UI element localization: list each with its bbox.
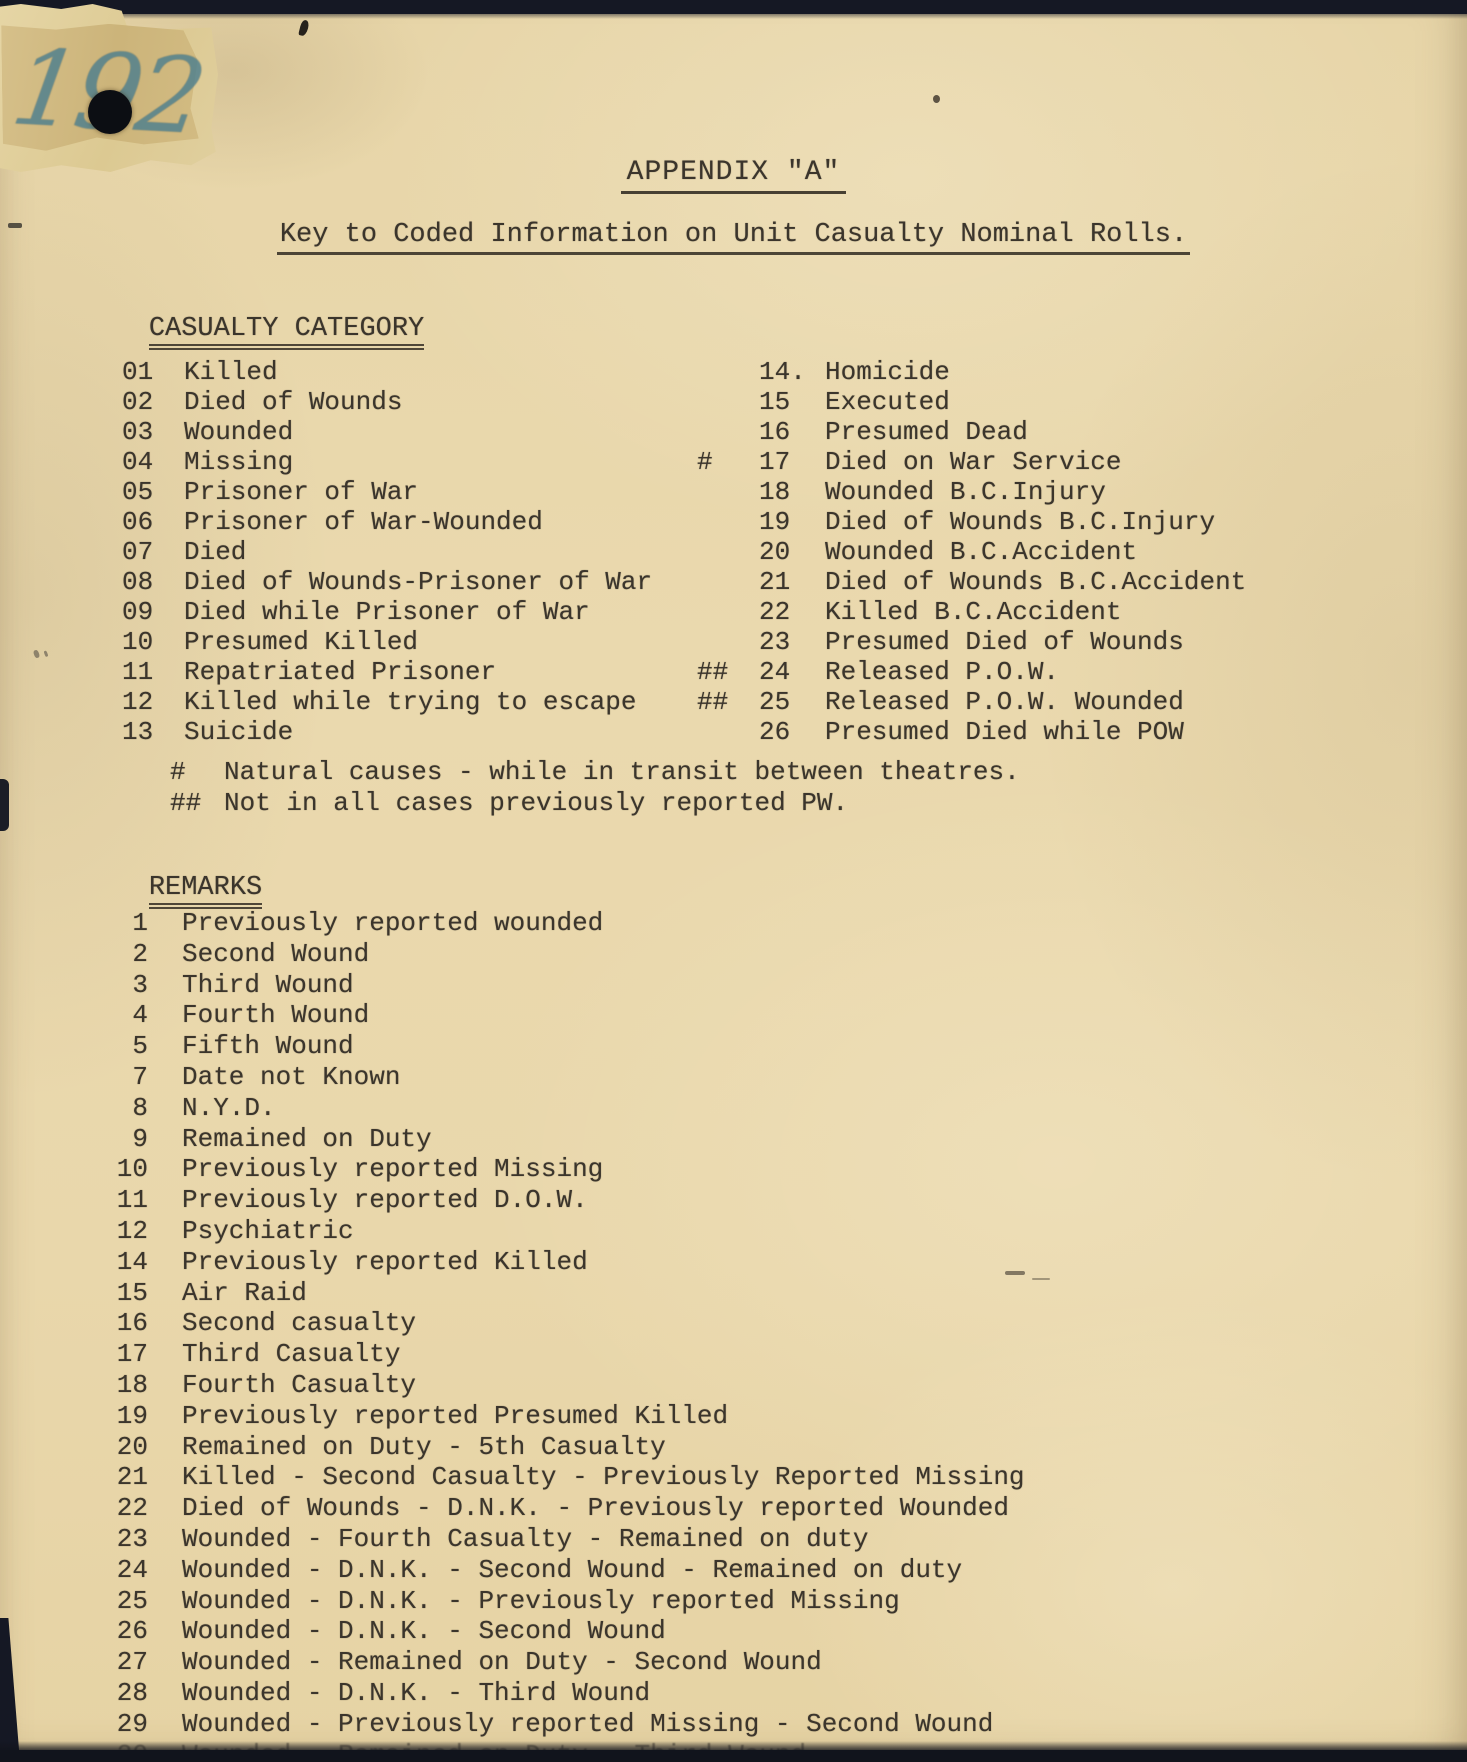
list-item xyxy=(0,1000,1467,1031)
list-item xyxy=(0,1370,1467,1401)
remark-code: 17 xyxy=(116,1339,148,1370)
remark-text: Fifth Wound xyxy=(182,1031,354,1062)
casualty-code: 26 xyxy=(759,717,791,747)
remark-text: Previously reported Missing xyxy=(182,1154,604,1185)
footnote-marker xyxy=(697,717,759,747)
remark-text: Previously reported Presumed Killed xyxy=(182,1400,729,1431)
list-item xyxy=(0,1555,1467,1586)
remark-code: 25 xyxy=(116,1585,148,1616)
remark-text: Third Wound xyxy=(182,969,354,1000)
remark-text: Killed - Second Casualty - Previously Reported Missing xyxy=(182,1462,1025,1493)
remark-code: 19 xyxy=(116,1400,148,1431)
casualty-code: 13 xyxy=(122,717,154,747)
casualty-label: Died on War Service xyxy=(825,447,1122,477)
scan-edge-left-mark xyxy=(0,779,9,831)
document-header xyxy=(0,157,1467,194)
footnotes xyxy=(0,757,1467,819)
remark-text: Remained on Duty - 5th Casualty xyxy=(182,1431,666,1462)
list-item xyxy=(0,970,1467,1001)
table-row xyxy=(0,387,1467,417)
remark-code: 20 xyxy=(116,1431,148,1462)
footnote-marker xyxy=(697,537,759,567)
casualty-label: Prisoner of War-Wounded xyxy=(184,507,543,537)
remark-code: 29 xyxy=(116,1708,148,1739)
footnote xyxy=(0,788,1467,819)
ink-speck xyxy=(1005,1271,1025,1275)
table-row xyxy=(0,687,1467,717)
remark-code: 9 xyxy=(132,1123,148,1154)
footnote-marker xyxy=(697,507,759,537)
casualty-label: Released P.O.W. Wounded xyxy=(825,687,1184,717)
footnote-marker xyxy=(697,477,759,507)
list-item xyxy=(0,1524,1467,1555)
remark-code: 24 xyxy=(116,1554,148,1585)
punch-hole xyxy=(88,90,132,134)
list-item xyxy=(0,1062,1467,1093)
remark-text: Third Casualty xyxy=(182,1339,401,1370)
casualty-label: Wounded B.C.Injury xyxy=(825,477,1106,507)
remark-text: Died of Wounds - D.N.K. - Previously reported Wounded xyxy=(182,1493,1009,1524)
list-item xyxy=(0,1247,1467,1278)
casualty-code: 21 xyxy=(759,567,791,597)
page-subtitle: Key to Coded Information on Unit Casualty Nominal Rolls. xyxy=(277,220,1190,255)
footnote-marker xyxy=(697,357,759,387)
remark-code: 23 xyxy=(116,1523,148,1554)
list-item xyxy=(0,1339,1467,1370)
list-item xyxy=(0,1124,1467,1155)
footnote-marker: ## xyxy=(697,687,729,717)
casualty-code: 06 xyxy=(122,507,154,537)
casualty-label: Released P.O.W. xyxy=(825,657,1060,687)
table-row xyxy=(0,477,1467,507)
remarks-list xyxy=(0,908,1467,1762)
list-item xyxy=(0,1493,1467,1524)
remark-code: 21 xyxy=(116,1462,148,1493)
remark-code: 16 xyxy=(116,1308,148,1339)
casualty-label: Repatriated Prisoner xyxy=(184,657,497,687)
remark-code: 15 xyxy=(116,1277,148,1308)
remark-code: 4 xyxy=(132,1000,148,1031)
page-title: APPENDIX "A" xyxy=(621,157,847,194)
casualty-label: Homicide xyxy=(825,357,950,387)
remark-code: 27 xyxy=(116,1647,148,1678)
casualty-label: Died while Prisoner of War xyxy=(184,597,590,627)
casualty-code: 08 xyxy=(122,567,154,597)
casualty-label: Died of Wounds B.C.Injury xyxy=(825,507,1216,537)
casualty-code: 04 xyxy=(122,447,154,477)
remark-code: 22 xyxy=(116,1493,148,1524)
footnote-marker xyxy=(697,567,759,597)
remark-text: N.Y.D. xyxy=(182,1092,276,1123)
casualty-code: 09 xyxy=(122,597,154,627)
list-item xyxy=(0,1709,1467,1740)
casualty-code: 01 xyxy=(122,357,154,387)
casualty-label: Died of Wounds B.C.Accident xyxy=(825,567,1247,597)
casualty-label: Wounded B.C.Accident xyxy=(825,537,1138,567)
scan-edge-top xyxy=(0,0,1467,14)
remark-text: Previously reported D.O.W. xyxy=(182,1185,588,1216)
remark-text: Wounded - D.N.K. - Previously reported Missing xyxy=(182,1585,900,1616)
list-item xyxy=(0,1678,1467,1709)
casualty-code: 25 xyxy=(759,687,791,717)
remark-code: 14 xyxy=(116,1246,148,1277)
casualty-code: 07 xyxy=(122,537,154,567)
table-row xyxy=(0,507,1467,537)
table-row xyxy=(0,627,1467,657)
list-item xyxy=(0,1586,1467,1617)
casualty-label: Presumed Dead xyxy=(825,417,1028,447)
scan-edge-bottom xyxy=(0,1750,1467,1762)
table-row xyxy=(0,447,1467,477)
remark-text: Date not Known xyxy=(182,1061,401,1092)
list-item xyxy=(0,1216,1467,1247)
casualty-label: Killed while trying to escape xyxy=(184,687,637,717)
casualty-label: Presumed Killed xyxy=(184,627,419,657)
remark-text: Previously reported wounded xyxy=(182,908,604,938)
table-row xyxy=(0,417,1467,447)
casualty-label: Suicide xyxy=(184,717,294,747)
footnote-marker xyxy=(697,417,759,447)
remark-code: 3 xyxy=(132,969,148,1000)
casualty-label: Wounded xyxy=(184,417,294,447)
casualty-label: Missing xyxy=(184,447,294,477)
casualty-code: 18 xyxy=(759,477,791,507)
scan-edge-top-shadow xyxy=(0,14,1467,19)
casualty-code: 22 xyxy=(759,597,791,627)
list-item xyxy=(0,939,1467,970)
footnote-text: Not in all cases previously reported PW. xyxy=(224,788,849,818)
casualty-code: 20 xyxy=(759,537,791,567)
footnote-marker xyxy=(697,387,759,417)
list-item xyxy=(0,1432,1467,1463)
list-item xyxy=(0,908,1467,939)
casualty-code: 24 xyxy=(759,657,791,687)
casualty-code: 05 xyxy=(122,477,154,507)
remark-text: Wounded - Previously reported Missing - Second Wound xyxy=(182,1708,994,1739)
ink-speck xyxy=(933,95,940,103)
remark-text: Second casualty xyxy=(182,1308,417,1339)
remark-text: Wounded - Fourth Casualty - Remained on duty xyxy=(182,1523,869,1554)
list-item xyxy=(0,1462,1467,1493)
casualty-label: Killed xyxy=(184,357,278,387)
ink-speck xyxy=(8,223,22,228)
footnote-marker: # xyxy=(170,757,186,787)
casualty-label: Prisoner of War xyxy=(184,477,419,507)
remark-text: Wounded - Remained on Duty - Second Wound xyxy=(182,1647,822,1678)
remark-code: 8 xyxy=(132,1092,148,1123)
table-row xyxy=(0,717,1467,747)
list-item xyxy=(0,1093,1467,1124)
casualty-code: 03 xyxy=(122,417,154,447)
table-row xyxy=(0,537,1467,567)
table-row xyxy=(0,657,1467,687)
section-heading-remarks: REMARKS xyxy=(84,843,262,939)
casualty-label: Died of Wounds xyxy=(184,387,403,417)
casualty-label: Presumed Died of Wounds xyxy=(825,627,1184,657)
footnote-marker: ## xyxy=(697,657,729,687)
list-item xyxy=(0,1154,1467,1185)
footnote-marker xyxy=(697,627,759,657)
casualty-code: 16 xyxy=(759,417,791,447)
remark-text: Previously reported Killed xyxy=(182,1246,588,1277)
remark-text: Wounded - D.N.K. - Second Wound xyxy=(182,1616,666,1647)
footnote-marker: # xyxy=(697,447,713,477)
casualty-label: Presumed Died while POW xyxy=(825,717,1184,747)
remark-text: Second Wound xyxy=(182,938,370,969)
remark-text: Psychiatric xyxy=(182,1215,354,1246)
remark-code: 10 xyxy=(116,1154,148,1185)
remark-code: 18 xyxy=(116,1369,148,1400)
remark-text: Air Raid xyxy=(182,1277,307,1308)
list-item xyxy=(0,1308,1467,1339)
casualty-code: 19 xyxy=(759,507,791,537)
casualty-label: Killed B.C.Accident xyxy=(825,597,1122,627)
table-row xyxy=(0,567,1467,597)
list-item xyxy=(0,1647,1467,1678)
list-item xyxy=(0,1278,1467,1309)
footnote-marker: ## xyxy=(170,788,202,818)
remark-text: Fourth Casualty xyxy=(182,1369,417,1400)
list-item xyxy=(0,1401,1467,1432)
casualty-label: Died xyxy=(184,537,247,567)
remark-code: 12 xyxy=(116,1215,148,1246)
remark-code: 28 xyxy=(116,1677,148,1708)
section-heading-casualty-category: CASUALTY CATEGORY xyxy=(84,284,424,380)
casualty-code: 10 xyxy=(122,627,154,657)
remark-code: 1 xyxy=(132,908,148,938)
remark-text: Remained on Duty xyxy=(182,1123,432,1154)
casualty-code: 17 xyxy=(759,447,791,477)
document-subheader xyxy=(0,220,1467,255)
table-row xyxy=(0,357,1467,387)
casualty-code: 23 xyxy=(759,627,791,657)
remark-code: 11 xyxy=(116,1185,148,1216)
remark-code: 5 xyxy=(132,1031,148,1062)
ink-speck xyxy=(298,19,310,36)
casualty-label: Died of Wounds-Prisoner of War xyxy=(184,567,653,597)
footnote-marker xyxy=(697,597,759,627)
remark-text: Wounded - D.N.K. - Third Wound xyxy=(182,1677,651,1708)
table-row xyxy=(0,597,1467,627)
casualty-code: 12 xyxy=(122,687,154,717)
footnote-text: Natural causes - while in transit between theatres. xyxy=(224,757,1020,787)
remark-text: Fourth Wound xyxy=(182,1000,370,1031)
list-item xyxy=(0,1616,1467,1647)
casualty-code: 02 xyxy=(122,387,154,417)
casualty-code: 11 xyxy=(122,657,154,687)
casualty-code: 14. xyxy=(759,357,806,387)
remark-code: 26 xyxy=(116,1616,148,1647)
casualty-label: Executed xyxy=(825,387,950,417)
list-item xyxy=(0,1031,1467,1062)
casualty-category-table xyxy=(0,357,1467,747)
remark-code: 7 xyxy=(132,1061,148,1092)
list-item xyxy=(0,1185,1467,1216)
remark-code: 2 xyxy=(132,938,148,969)
footnote xyxy=(0,757,1467,788)
casualty-code: 15 xyxy=(759,387,791,417)
remark-text: Wounded - D.N.K. - Second Wound - Remained on duty xyxy=(182,1554,963,1585)
